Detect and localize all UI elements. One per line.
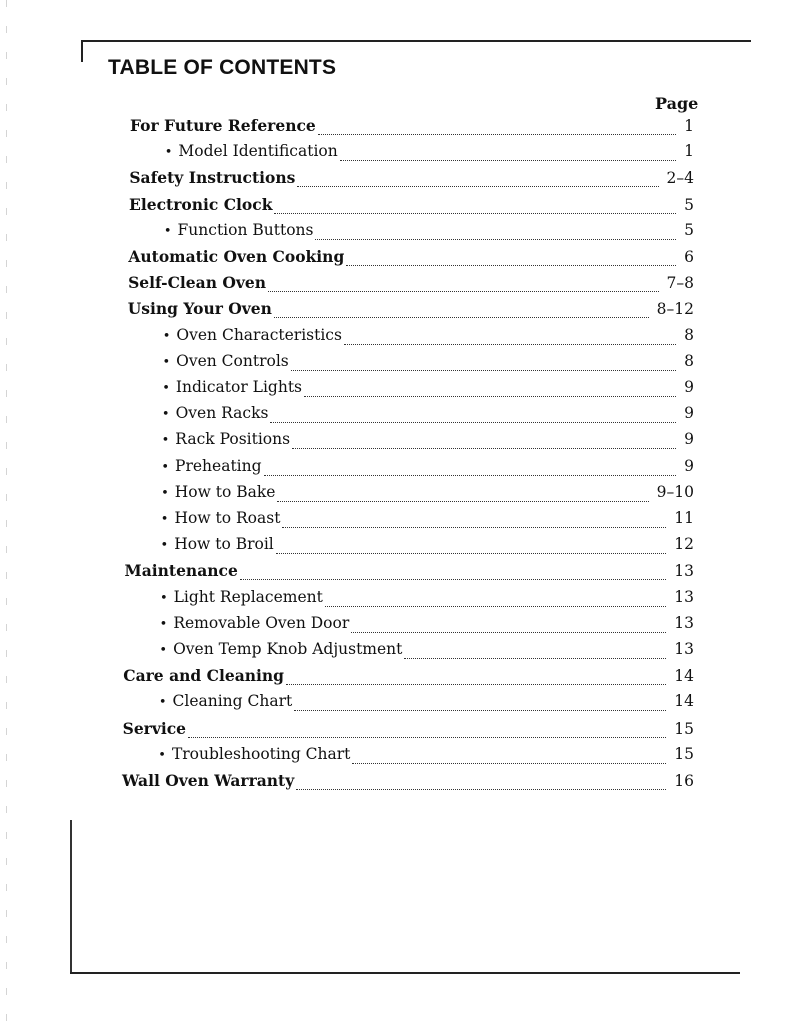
- toc-entry-label: Model Identification: [178, 142, 338, 161]
- dot-leader: [294, 710, 666, 711]
- toc-entry: [159, 640, 694, 666]
- dot-leader: [297, 186, 658, 187]
- dot-leader: [351, 632, 666, 633]
- dot-leader: [346, 265, 676, 266]
- toc-entry-label: Using Your Oven: [127, 299, 272, 319]
- toc-entry-page: 11: [674, 509, 694, 527]
- toc-entry-page: 9: [684, 430, 694, 449]
- toc-entry: [162, 378, 694, 404]
- toc-entry: [123, 719, 694, 745]
- toc-entry: [160, 614, 694, 640]
- toc-entry-label: Self-Clean Oven: [128, 273, 267, 293]
- toc-entry-page: 15: [674, 744, 694, 763]
- toc-entry: [128, 273, 694, 299]
- dot-leader: [274, 213, 676, 214]
- dot-leader: [325, 606, 666, 607]
- toc-entry-page: 8: [684, 351, 694, 370]
- dot-leader: [268, 291, 658, 292]
- bullet-icon: •: [159, 590, 168, 606]
- page-column-header: Page: [655, 94, 699, 113]
- dot-leader: [291, 370, 676, 371]
- toc-entry: [162, 352, 694, 378]
- toc-entry-page: 1: [684, 142, 694, 161]
- dot-leader: [188, 737, 666, 738]
- toc-entry-page: 14: [674, 692, 694, 711]
- toc-entry: [130, 116, 694, 142]
- toc-entry-label: Oven Characteristics: [176, 325, 342, 344]
- bullet-icon: •: [161, 459, 170, 475]
- dot-leader: [340, 160, 676, 161]
- bullet-icon: •: [160, 512, 169, 527]
- scan-edge-marks: [6, 0, 7, 1032]
- toc-entry-page: 14: [674, 667, 694, 686]
- bullet-icon: •: [161, 433, 170, 449]
- bullet-icon: •: [164, 145, 173, 161]
- toc-entry-page: 5: [684, 220, 694, 239]
- toc-entry: [159, 692, 694, 718]
- dot-leader: [352, 763, 666, 764]
- bullet-icon: •: [159, 616, 168, 632]
- toc-entry-label: Wall Oven Warranty: [122, 771, 295, 790]
- toc-entry-label: Light Replacement: [173, 587, 323, 606]
- toc-entry-page: 7–8: [666, 274, 694, 293]
- toc-entry: [161, 535, 694, 561]
- toc-entry-page: 16: [674, 772, 694, 790]
- toc-entry: [123, 666, 694, 692]
- bullet-icon: •: [159, 643, 168, 658]
- toc-entry-label: Troubleshooting Chart: [171, 744, 351, 763]
- toc-entry: [162, 404, 694, 430]
- toc-entry-page: 13: [674, 613, 694, 632]
- toc-entry-page: 2–4: [666, 169, 694, 188]
- toc-entry-label: Service: [122, 718, 187, 738]
- page-border-left-lower: [70, 820, 72, 974]
- toc-entry-page: 12: [674, 535, 694, 554]
- bullet-icon: •: [161, 485, 169, 501]
- page-border-left: [81, 40, 83, 62]
- toc-entry-label: Oven Racks: [175, 404, 269, 423]
- toc-entry-label: How to Bake: [174, 482, 276, 501]
- toc-entry: [160, 588, 694, 614]
- dot-leader: [274, 317, 649, 318]
- dot-leader: [276, 553, 666, 554]
- toc-entry-page: 9: [684, 378, 694, 396]
- toc-entry: [163, 326, 694, 352]
- toc-entry-label: Electronic Clock: [129, 194, 273, 214]
- toc-entry: [129, 195, 694, 221]
- toc-entry-page: 6: [684, 248, 694, 266]
- toc-entry: [161, 483, 694, 509]
- bullet-icon: •: [158, 695, 167, 711]
- toc-entry: [165, 142, 694, 168]
- toc-entry-label: How to Roast: [174, 509, 281, 527]
- toc-entry-label: Oven Temp Knob Adjustment: [173, 640, 403, 658]
- bullet-icon: •: [158, 747, 166, 763]
- toc-entry: [162, 430, 694, 456]
- toc-entry-page: 9–10: [656, 482, 694, 501]
- toc-entry-page: 5: [684, 195, 694, 214]
- toc-entry-label: Automatic Oven Cooking: [128, 247, 345, 266]
- dot-leader: [318, 134, 676, 135]
- toc-entry-label: Removable Oven Door: [173, 613, 350, 632]
- dot-leader: [404, 658, 666, 659]
- toc-entry-label: Rack Positions: [175, 430, 291, 449]
- bullet-icon: •: [162, 354, 171, 370]
- toc-entry-page: 13: [674, 640, 694, 658]
- toc-entry-page: 8–12: [656, 300, 694, 319]
- toc-entry-page: 9: [684, 456, 694, 475]
- toc-entry: [158, 745, 694, 771]
- toc-entry-label: Indicator Lights: [175, 378, 303, 396]
- toc-entry: [164, 221, 694, 247]
- toc-entry-page: 13: [674, 562, 694, 581]
- bullet-icon: •: [161, 407, 170, 423]
- dot-leader: [286, 684, 666, 685]
- dot-leader: [344, 344, 676, 345]
- dot-leader: [264, 475, 677, 476]
- toc-entry: [128, 299, 694, 325]
- document-title: TABLE OF CONTENTS: [108, 56, 337, 79]
- toc-entry-page: 8: [684, 325, 694, 344]
- toc-entry: [122, 771, 694, 797]
- toc-entry-label: For Future Reference: [130, 116, 316, 135]
- toc-entry-page: 1: [684, 117, 694, 135]
- toc-entry-page: 9: [684, 404, 694, 423]
- toc-entry: [129, 168, 694, 194]
- toc-entry: [125, 561, 694, 587]
- dot-leader: [315, 239, 676, 240]
- toc-entry: [128, 247, 694, 273]
- dot-leader: [282, 527, 666, 528]
- bullet-icon: •: [160, 538, 169, 554]
- toc-entry-label: Oven Controls: [176, 351, 289, 370]
- dot-leader: [270, 422, 676, 423]
- toc-entry-page: 15: [674, 719, 694, 738]
- bullet-icon: •: [163, 223, 172, 239]
- toc-entry-label: Safety Instructions: [129, 168, 296, 188]
- toc-entry-label: Maintenance: [124, 561, 238, 581]
- page-border-bottom: [70, 972, 740, 974]
- toc-entry-page: 13: [674, 587, 694, 606]
- toc-entry-label: Preheating: [175, 456, 262, 475]
- dot-leader: [296, 789, 666, 790]
- dot-leader: [292, 448, 676, 449]
- dot-leader: [277, 501, 648, 502]
- toc-entry: [161, 509, 694, 535]
- toc-entry: [161, 457, 694, 483]
- bullet-icon: •: [162, 381, 170, 396]
- toc-entry-label: Cleaning Chart: [172, 692, 293, 711]
- toc-entry-label: How to Broil: [174, 535, 274, 554]
- bullet-icon: •: [162, 328, 171, 344]
- page-border-top: [81, 40, 751, 42]
- dot-leader: [240, 579, 666, 580]
- dot-leader: [304, 396, 676, 397]
- toc-entry-label: Care and Cleaning: [123, 666, 285, 686]
- toc-entry-label: Function Buttons: [177, 220, 314, 239]
